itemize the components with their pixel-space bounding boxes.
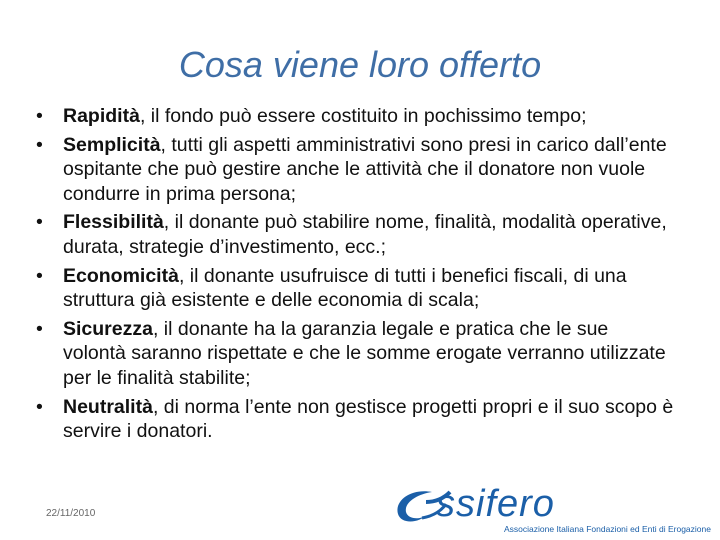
bullet-item-economicita [36, 264, 676, 313]
bullet-term: Semplicità [63, 133, 161, 156]
bullet-item-neutralita [36, 395, 676, 444]
logo-tagline: Associazione Italiana Fondazioni ed Enti di Erogazione [504, 524, 711, 534]
bullet-dot: • [36, 395, 43, 418]
bullet-dot: • [36, 317, 43, 340]
bullet-text: , tutti gli aspetti amministrativi sono presi in carico dall’ente ospitante che può gestire anche le attività che il donatore non vuole condurre in prima persona; [63, 133, 667, 205]
logo-wordmark: ssifero [436, 483, 555, 525]
bullet-text: , di norma l’ente non gestisce progetti propri e il suo scopo è servire i donatori. [63, 395, 674, 443]
bullet-term: Neutralità [63, 395, 153, 418]
assifero-logo [392, 484, 718, 538]
bullet-text: , il fondo può essere costituito in pochissimo tempo; [139, 105, 587, 127]
bullet-list [36, 104, 676, 448]
bullet-item-rapidita [36, 104, 676, 129]
bullet-dot: • [36, 211, 43, 234]
bullet-text: , il donante usufruisce di tutti i benefici fiscali, di una struttura già esistente e delle economia di scala; [63, 264, 627, 312]
bullet-dot: • [36, 133, 43, 156]
bullet-item-sicurezza [36, 317, 676, 391]
bullet-term: Sicurezza [63, 317, 153, 340]
bullet-text: , il donante può stabilire nome, finalità, modalità operative, durata, strategie d’investimento, ecc.; [63, 211, 667, 258]
bullet-dot: • [36, 264, 43, 287]
bullet-item-flessibilita [36, 210, 676, 259]
bullet-term: Flessibilità [63, 211, 164, 234]
footer-date: 22/11/2010 [46, 508, 96, 519]
bullet-text: , il donante ha la garanzia legale e pratica che le sue volontà saranno rispettate e che le somme erogate verranno utilizzate per le finalità stabilite; [63, 317, 666, 389]
slide-title: Cosa viene loro offerto [178, 44, 542, 85]
bullet-term: Economicità [63, 264, 179, 287]
bullet-dot: • [36, 105, 43, 127]
bullet-item-semplicita [36, 133, 676, 207]
bullet-term: Rapidità [63, 105, 140, 127]
